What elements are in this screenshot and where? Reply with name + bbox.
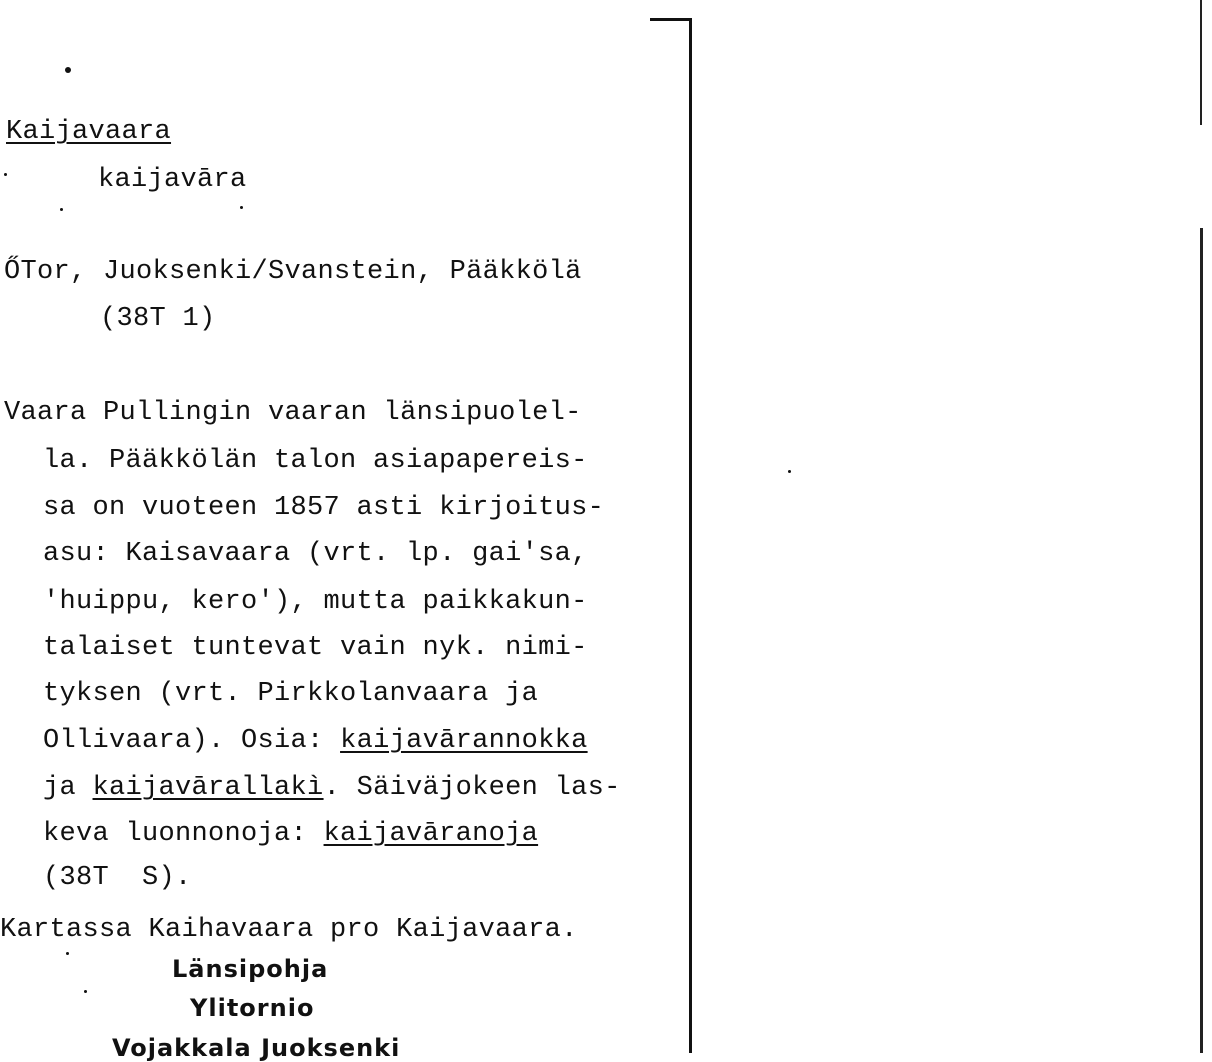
speck xyxy=(60,208,63,211)
description-line: 'huippu, kero'), mutta paikkakun- xyxy=(43,587,588,617)
scan-edge-line xyxy=(1200,228,1203,1053)
location-code: (38T 1) xyxy=(100,304,216,334)
card-border-right xyxy=(689,18,692,1053)
stamp-villages: Vojakkala Juoksenki xyxy=(112,1034,401,1062)
description-line: Vaara Pullingin vaaran länsipuolel- xyxy=(4,398,582,428)
pronunciation: kaijavāra xyxy=(98,165,247,195)
description-line: talaiset tuntevat vain nyk. nimi- xyxy=(43,633,588,663)
speck xyxy=(84,990,87,993)
description-line xyxy=(43,818,538,850)
description-line xyxy=(43,772,621,804)
description-line xyxy=(43,725,588,757)
card-border-top xyxy=(650,18,692,21)
description-line: (38T S). xyxy=(43,863,192,893)
speck xyxy=(788,470,791,473)
description-text: . Säiväjokeen las- xyxy=(323,773,621,803)
speck xyxy=(4,173,7,176)
location-line: ŐTor, Juoksenki/Svanstein, Pääkkölä xyxy=(4,257,582,287)
place-name-underlined: kaijavārallakì xyxy=(92,773,324,803)
description-text: keva luonnonoja: xyxy=(43,819,324,849)
place-name-underlined: kaijavārannokka xyxy=(340,726,588,756)
description-line: sa on vuoteen 1857 asti kirjoitus- xyxy=(43,493,605,523)
map-note: Kartassa Kaihavaara pro Kaijavaara. xyxy=(0,915,578,945)
stamp-municipality: Ylitornio xyxy=(190,994,315,1022)
stamp-region: Länsipohja xyxy=(172,955,329,983)
description-line: la. Pääkkölän talon asiapapereis- xyxy=(43,446,588,476)
headword: Kaijavaara xyxy=(6,117,172,147)
speck xyxy=(66,952,69,955)
place-name-underlined: kaijavāranoja xyxy=(323,819,539,849)
speck xyxy=(240,206,243,209)
description-text: Ollivaara). Osia: xyxy=(43,726,341,756)
speck xyxy=(65,67,71,73)
description-line: tyksen (vrt. Pirkkolanvaara ja xyxy=(43,679,539,709)
scan-edge-line xyxy=(1200,0,1202,125)
description-line: asu: Kaisavaara (vrt. lp. gai'sa, xyxy=(43,539,588,569)
description-text: ja xyxy=(43,773,93,803)
